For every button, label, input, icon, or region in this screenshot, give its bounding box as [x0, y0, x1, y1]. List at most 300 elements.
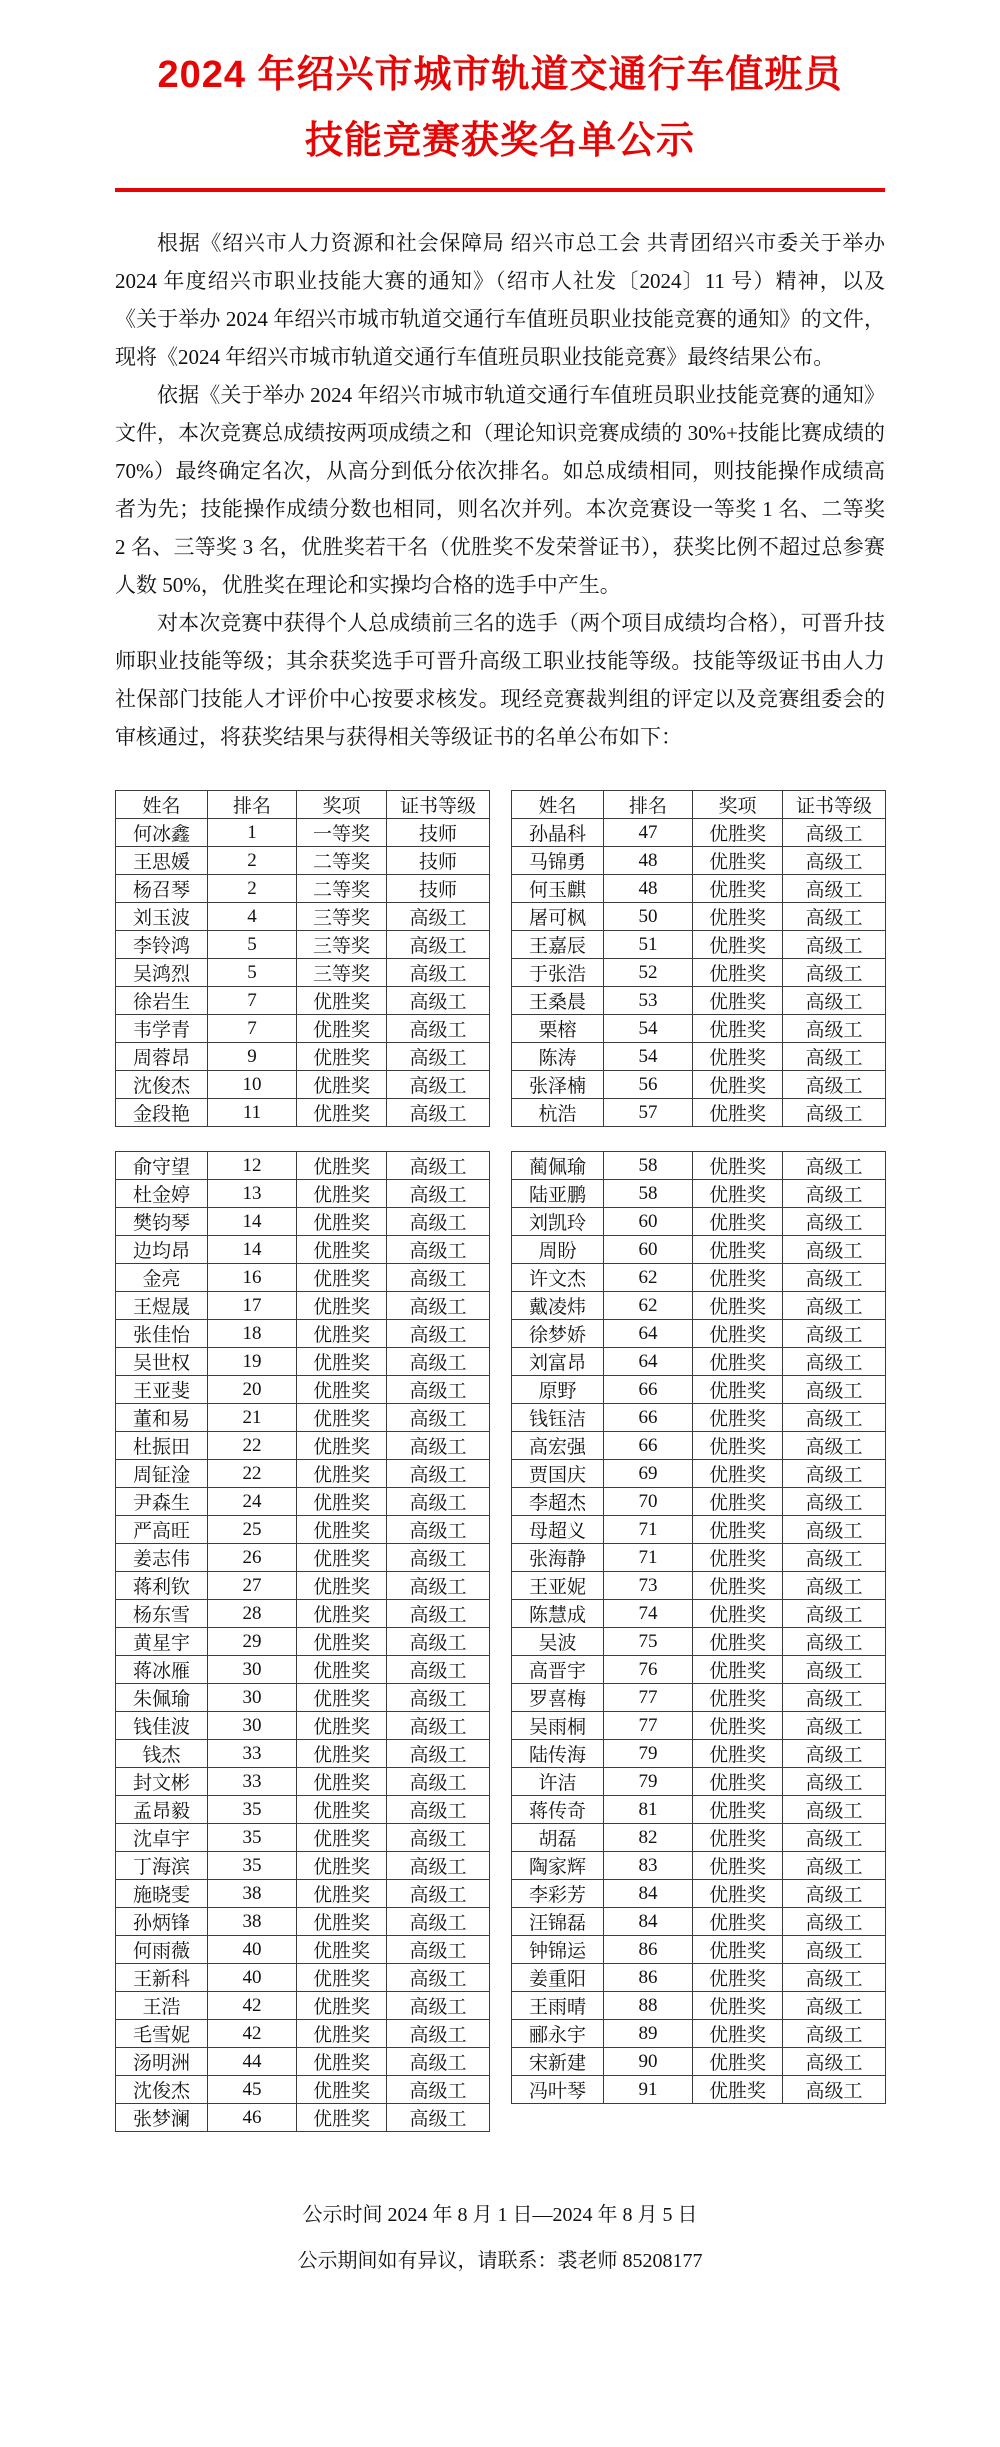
table-row: [116, 1071, 490, 1099]
table-cell: 优胜奖: [693, 1236, 783, 1264]
table-cell: 优胜奖: [693, 1908, 783, 1936]
table-cell: 20: [208, 1376, 297, 1404]
table-row: [512, 1043, 886, 1071]
table-cell: 吴鸿烈: [116, 959, 208, 987]
table-cell: 杨东雪: [116, 1600, 208, 1628]
table-row: [116, 1516, 490, 1544]
table-row: [512, 987, 886, 1015]
table-row: [116, 1015, 490, 1043]
table-cell: 三等奖: [297, 903, 387, 931]
table-cell: 40: [208, 1936, 297, 1964]
table-cell: 优胜奖: [297, 1264, 387, 1292]
table-cell: 71: [604, 1516, 693, 1544]
table-row: [512, 1768, 886, 1796]
table-cell: 优胜奖: [297, 2020, 387, 2048]
table-header-row: [116, 791, 490, 819]
table-cell: 38: [208, 1908, 297, 1936]
table-cell: 优胜奖: [693, 847, 783, 875]
table-row: [116, 1964, 490, 1992]
table-cell: 优胜奖: [297, 1348, 387, 1376]
table-cell: 高级工: [387, 1015, 490, 1043]
table-cell: 高级工: [387, 2076, 490, 2104]
table-cell: 陆传海: [512, 1740, 604, 1768]
table-cell: 75: [604, 1628, 693, 1656]
table-cell: 81: [604, 1796, 693, 1824]
table-cell: 封文彬: [116, 1768, 208, 1796]
table-row: [512, 1852, 886, 1880]
table-cell: 优胜奖: [693, 1628, 783, 1656]
table-cell: 高级工: [387, 1152, 490, 1180]
col-header-award: 奖项: [297, 791, 387, 819]
table-cell: 于张浩: [512, 959, 604, 987]
table-cell: 优胜奖: [693, 1572, 783, 1600]
table-cell: 刘玉波: [116, 903, 208, 931]
table-cell: 60: [604, 1236, 693, 1264]
table-cell: 何冰鑫: [116, 819, 208, 847]
table-cell: 25: [208, 1516, 297, 1544]
table-row: [512, 1712, 886, 1740]
table-row: [512, 1964, 886, 1992]
table-cell: 高级工: [387, 1071, 490, 1099]
table-row: [512, 1099, 886, 1127]
table-cell: 高级工: [783, 959, 886, 987]
award-table-left-top: [115, 790, 490, 1127]
table-cell: 高级工: [783, 1516, 886, 1544]
table-row: [116, 2020, 490, 2048]
col-header-award: 奖项: [693, 791, 783, 819]
table-cell: 84: [604, 1880, 693, 1908]
table-cell: 高级工: [387, 987, 490, 1015]
table-cell: 89: [604, 2020, 693, 2048]
table-cell: 徐岩生: [116, 987, 208, 1015]
table-cell: 优胜奖: [693, 1992, 783, 2020]
table-cell: 26: [208, 1544, 297, 1572]
table-cell: 18: [208, 1320, 297, 1348]
table-cell: 樊钧琴: [116, 1208, 208, 1236]
table-cell: 优胜奖: [297, 1600, 387, 1628]
table-cell: 张海静: [512, 1544, 604, 1572]
table-cell: 30: [208, 1656, 297, 1684]
table-cell: 高级工: [783, 1544, 886, 1572]
table-cell: 高级工: [783, 1684, 886, 1712]
table-cell: 韦学青: [116, 1015, 208, 1043]
table-cell: 高级工: [387, 1628, 490, 1656]
table-cell: 优胜奖: [693, 1936, 783, 1964]
table-row: [512, 1152, 886, 1180]
table-cell: 高级工: [387, 1264, 490, 1292]
table-cell: 45: [208, 2076, 297, 2104]
table-cell: 高级工: [783, 819, 886, 847]
table-cell: 高级工: [387, 959, 490, 987]
table-cell: 79: [604, 1740, 693, 1768]
table-cell: 优胜奖: [693, 1404, 783, 1432]
table-row: [512, 1460, 886, 1488]
table-cell: 56: [604, 1071, 693, 1099]
table-cell: 91: [604, 2076, 693, 2104]
table-row: [512, 1880, 886, 1908]
table-row: [512, 1544, 886, 1572]
table-cell: 82: [604, 1824, 693, 1852]
table-cell: 优胜奖: [297, 1152, 387, 1180]
table-cell: 优胜奖: [297, 1628, 387, 1656]
table-row: [512, 1656, 886, 1684]
table-cell: 优胜奖: [693, 1432, 783, 1460]
table-cell: 高级工: [387, 1376, 490, 1404]
table-cell: 王煜晟: [116, 1292, 208, 1320]
table-row: [116, 1208, 490, 1236]
table-cell: 60: [604, 1208, 693, 1236]
table-cell: 24: [208, 1488, 297, 1516]
table-cell: 优胜奖: [297, 1936, 387, 1964]
table-cell: 周蓉昂: [116, 1043, 208, 1071]
table-cell: 王桑晨: [512, 987, 604, 1015]
table-cell: 高级工: [783, 1236, 886, 1264]
table-row: [116, 1292, 490, 1320]
table-body-left-top: [116, 819, 490, 1127]
table-cell: 高级工: [387, 1992, 490, 2020]
table-row: [116, 1572, 490, 1600]
table-cell: 70: [604, 1488, 693, 1516]
table-cell: 51: [604, 931, 693, 959]
table-cell: 优胜奖: [693, 1824, 783, 1852]
table-row: [512, 1824, 886, 1852]
table-cell: 优胜奖: [297, 1292, 387, 1320]
table-cell: 王雨晴: [512, 1992, 604, 2020]
table-cell: 徐梦娇: [512, 1320, 604, 1348]
table-cell: 优胜奖: [297, 1852, 387, 1880]
table-cell: 84: [604, 1908, 693, 1936]
table-cell: 优胜奖: [297, 1572, 387, 1600]
table-cell: 优胜奖: [693, 931, 783, 959]
table-cell: 27: [208, 1572, 297, 1600]
table-cell: 优胜奖: [297, 1488, 387, 1516]
table-cell: 66: [604, 1404, 693, 1432]
table-cell: 李铃鸿: [116, 931, 208, 959]
table-row: [116, 1236, 490, 1264]
table-cell: 优胜奖: [297, 987, 387, 1015]
table-cell: 姜志伟: [116, 1544, 208, 1572]
table-cell: 46: [208, 2104, 297, 2132]
table-cell: 优胜奖: [297, 1768, 387, 1796]
table-cell: 57: [604, 1099, 693, 1127]
table-cell: 优胜奖: [693, 1376, 783, 1404]
table-body-right-top: [512, 819, 886, 1127]
table-cell: 高级工: [387, 1908, 490, 1936]
table-cell: 29: [208, 1628, 297, 1656]
table-row: [512, 1264, 886, 1292]
table-cell: 沈俊杰: [116, 1071, 208, 1099]
table-cell: 高级工: [387, 1292, 490, 1320]
table-cell: 施晓雯: [116, 1880, 208, 1908]
table-cell: 5: [208, 959, 297, 987]
table-cell: 高级工: [387, 1656, 490, 1684]
table-cell: 优胜奖: [693, 1852, 783, 1880]
table-row: [512, 1015, 886, 1043]
table-cell: 高级工: [783, 1936, 886, 1964]
table-cell: 高级工: [783, 1043, 886, 1071]
table-cell: 王嘉辰: [512, 931, 604, 959]
table-cell: 沈俊杰: [116, 2076, 208, 2104]
table-cell: 高级工: [387, 1516, 490, 1544]
table-row: [512, 1908, 886, 1936]
table-cell: 高级工: [783, 1992, 886, 2020]
table-cell: 高级工: [783, 875, 886, 903]
table-cell: 高级工: [783, 1071, 886, 1099]
table-body-left-bottom: [116, 1152, 490, 2132]
table-cell: 优胜奖: [297, 1376, 387, 1404]
table-cell: 优胜奖: [297, 1796, 387, 1824]
table-cell: 高级工: [783, 1628, 886, 1656]
table-cell: 优胜奖: [297, 1320, 387, 1348]
table-cell: 优胜奖: [693, 1796, 783, 1824]
table-cell: 蔺佩瑜: [512, 1152, 604, 1180]
table-cell: 孟昂毅: [116, 1796, 208, 1824]
table-cell: 吴波: [512, 1628, 604, 1656]
table-cell: 优胜奖: [693, 1208, 783, 1236]
table-cell: 优胜奖: [693, 1348, 783, 1376]
table-cell: 王亚妮: [512, 1572, 604, 1600]
table-row: [116, 819, 490, 847]
table-cell: 53: [604, 987, 693, 1015]
table-row: [116, 1432, 490, 1460]
table-cell: 优胜奖: [297, 1099, 387, 1127]
table-cell: 高级工: [783, 1768, 886, 1796]
table-cell: 严高旺: [116, 1516, 208, 1544]
table-cell: 二等奖: [297, 847, 387, 875]
table-cell: 优胜奖: [297, 1908, 387, 1936]
table-cell: 7: [208, 1015, 297, 1043]
table-row: [512, 2076, 886, 2104]
left-table-column: [115, 790, 489, 2132]
table-cell: 69: [604, 1460, 693, 1488]
footer-publicity-period: 公示时间 2024 年 8 月 1 日—2024 年 8 月 5 日: [302, 2204, 698, 2226]
table-cell: 沈卓宇: [116, 1824, 208, 1852]
table-row: [116, 931, 490, 959]
award-table-left-bottom: [115, 1151, 490, 2132]
table-cell: 张梦澜: [116, 2104, 208, 2132]
table-cell: 高级工: [387, 1043, 490, 1071]
table-cell: 高级工: [783, 1015, 886, 1043]
table-cell: 77: [604, 1712, 693, 1740]
table-cell: 35: [208, 1796, 297, 1824]
table-cell: 10: [208, 1071, 297, 1099]
table-row: [116, 1180, 490, 1208]
table-cell: 优胜奖: [693, 2076, 783, 2104]
table-cell: 优胜奖: [693, 959, 783, 987]
table-row: [116, 1628, 490, 1656]
table-cell: 优胜奖: [297, 1404, 387, 1432]
table-cell: 14: [208, 1236, 297, 1264]
table-row: [116, 875, 490, 903]
award-tables: [115, 790, 885, 2132]
table-row: [116, 1936, 490, 1964]
table-cell: 优胜奖: [693, 1600, 783, 1628]
table-cell: 30: [208, 1712, 297, 1740]
table-cell: 高级工: [783, 1488, 886, 1516]
table-cell: 54: [604, 1015, 693, 1043]
table-cell: 47: [604, 819, 693, 847]
table-cell: 丁海滨: [116, 1852, 208, 1880]
table-cell: 蒋冰雁: [116, 1656, 208, 1684]
table-row: [116, 1320, 490, 1348]
table-cell: 高级工: [387, 1600, 490, 1628]
table-row: [116, 1880, 490, 1908]
table-cell: 54: [604, 1043, 693, 1071]
table-row: [116, 2076, 490, 2104]
table-row: [116, 1852, 490, 1880]
table-cell: 三等奖: [297, 959, 387, 987]
table-cell: 2: [208, 875, 297, 903]
table-row: [116, 1712, 490, 1740]
table-cell: 高级工: [387, 1404, 490, 1432]
table-cell: 35: [208, 1852, 297, 1880]
table-cell: 高级工: [387, 1824, 490, 1852]
table-cell: 蒋传奇: [512, 1796, 604, 1824]
table-cell: 88: [604, 1992, 693, 2020]
table-cell: 毛雪妮: [116, 2020, 208, 2048]
table-cell: 71: [604, 1544, 693, 1572]
table-cell: 高级工: [783, 1852, 886, 1880]
table-cell: 73: [604, 1572, 693, 1600]
table-cell: 优胜奖: [693, 2020, 783, 2048]
table-cell: 黄星宇: [116, 1628, 208, 1656]
table-cell: 高级工: [783, 1376, 886, 1404]
table-cell: 高级工: [783, 1740, 886, 1768]
table-row: [512, 2020, 886, 2048]
table-row: [512, 903, 886, 931]
table-cell: 优胜奖: [297, 1516, 387, 1544]
table-row: [512, 1600, 886, 1628]
table-cell: 高级工: [387, 1208, 490, 1236]
table-row: [512, 1320, 886, 1348]
table-cell: 优胜奖: [693, 1180, 783, 1208]
table-row: [116, 2048, 490, 2076]
table-row: [116, 1488, 490, 1516]
table-cell: 胡磊: [512, 1824, 604, 1852]
table-cell: 77: [604, 1684, 693, 1712]
table-cell: 高级工: [387, 1852, 490, 1880]
col-header-rank: 排名: [604, 791, 693, 819]
table-cell: 罗喜梅: [512, 1684, 604, 1712]
table-cell: 高级工: [783, 1099, 886, 1127]
table-cell: 22: [208, 1460, 297, 1488]
table-row: [116, 1600, 490, 1628]
table-cell: 高级工: [387, 1964, 490, 1992]
table-cell: 优胜奖: [693, 1043, 783, 1071]
table-cell: 高级工: [783, 1572, 886, 1600]
table-row: [512, 1180, 886, 1208]
table-cell: 优胜奖: [693, 1320, 783, 1348]
table-row: [512, 1292, 886, 1320]
table-row: [116, 1460, 490, 1488]
col-header-name: 姓名: [116, 791, 208, 819]
table-cell: 高级工: [783, 1796, 886, 1824]
table-cell: 优胜奖: [693, 1768, 783, 1796]
table-cell: 高级工: [387, 903, 490, 931]
table-cell: 高级工: [783, 1824, 886, 1852]
table-cell: 优胜奖: [693, 987, 783, 1015]
table-row: [116, 1043, 490, 1071]
table-cell: 高级工: [387, 1684, 490, 1712]
paragraph-scoring-rules: 依据《关于举办 2024 年绍兴市城市轨道交通行车值班员职业技能竞赛的通知》文件，本次竞赛总成绩按两项成绩之和（理论知识竞赛成绩的 30%+技能比赛成绩的 70%）最终确定名次，从高分到低分依次排名。如总成绩相同，则技能操作成绩高者为先；技能操作成绩分数也相同，则名次并列。本次竞赛设一等奖 1 名、二等奖 2 名、三等奖 3 名，优胜奖若干名（优胜奖不发荣誉证书），获奖比例不超过总参赛人数 50%，优胜奖在理论和实操均合格的选手中产生。: [115, 383, 885, 597]
award-table-right-bottom: [511, 1151, 886, 2104]
table-cell: 高晋宇: [512, 1656, 604, 1684]
table-cell: 吴雨桐: [512, 1712, 604, 1740]
table-cell: 48: [604, 875, 693, 903]
table-cell: 金段艳: [116, 1099, 208, 1127]
table-cell: 高级工: [387, 1180, 490, 1208]
table-cell: 13: [208, 1180, 297, 1208]
table-cell: 马锦勇: [512, 847, 604, 875]
table-cell: 4: [208, 903, 297, 931]
table-cell: 高级工: [387, 2048, 490, 2076]
table-row: [512, 1516, 886, 1544]
table-cell: 刘富昂: [512, 1348, 604, 1376]
table-row: [512, 1071, 886, 1099]
table-cell: 33: [208, 1768, 297, 1796]
table-cell: 22: [208, 1432, 297, 1460]
table-cell: 优胜奖: [297, 1992, 387, 2020]
table-row: [116, 1824, 490, 1852]
table-cell: 陈慧成: [512, 1600, 604, 1628]
table-cell: 优胜奖: [693, 1880, 783, 1908]
table-cell: 朱佩瑜: [116, 1684, 208, 1712]
table-cell: 86: [604, 1936, 693, 1964]
table-cell: 66: [604, 1432, 693, 1460]
table-row: [512, 1236, 886, 1264]
table-row: [116, 903, 490, 931]
table-cell: 高级工: [783, 1712, 886, 1740]
table-cell: 高级工: [783, 1880, 886, 1908]
table-cell: 孙炳锋: [116, 1908, 208, 1936]
table-cell: 11: [208, 1099, 297, 1127]
table-cell: 7: [208, 987, 297, 1015]
table-cell: 42: [208, 1992, 297, 2020]
table-row: [116, 959, 490, 987]
table-cell: 高级工: [783, 1656, 886, 1684]
table-cell: 高级工: [783, 847, 886, 875]
body-text: [115, 224, 885, 756]
table-cell: 优胜奖: [693, 1152, 783, 1180]
table-cell: 高级工: [387, 1796, 490, 1824]
table-cell: 高级工: [783, 1208, 886, 1236]
table-cell: 42: [208, 2020, 297, 2048]
table-cell: 优胜奖: [297, 1015, 387, 1043]
table-cell: 优胜奖: [297, 1824, 387, 1852]
award-table-right-top: [511, 790, 886, 1127]
table-cell: 钱钰洁: [512, 1404, 604, 1432]
table-row: [116, 847, 490, 875]
col-header-cert: 证书等级: [387, 791, 490, 819]
table-cell: 周钲淦: [116, 1460, 208, 1488]
table-cell: 贾国庆: [512, 1460, 604, 1488]
table-cell: 优胜奖: [297, 1460, 387, 1488]
table-cell: 高级工: [783, 1432, 886, 1460]
table-cell: 王思媛: [116, 847, 208, 875]
table-cell: 母超义: [512, 1516, 604, 1544]
table-cell: 高级工: [387, 1099, 490, 1127]
table-cell: 66: [604, 1376, 693, 1404]
table-cell: 优胜奖: [297, 1964, 387, 1992]
table-row: [512, 1348, 886, 1376]
table-cell: 高级工: [387, 1936, 490, 1964]
table-cell: 优胜奖: [297, 2048, 387, 2076]
table-body-right-bottom: [512, 1152, 886, 2104]
table-cell: 优胜奖: [297, 1740, 387, 1768]
table-cell: 汪锦磊: [512, 1908, 604, 1936]
table-cell: 高级工: [387, 1572, 490, 1600]
table-cell: 优胜奖: [297, 1071, 387, 1099]
